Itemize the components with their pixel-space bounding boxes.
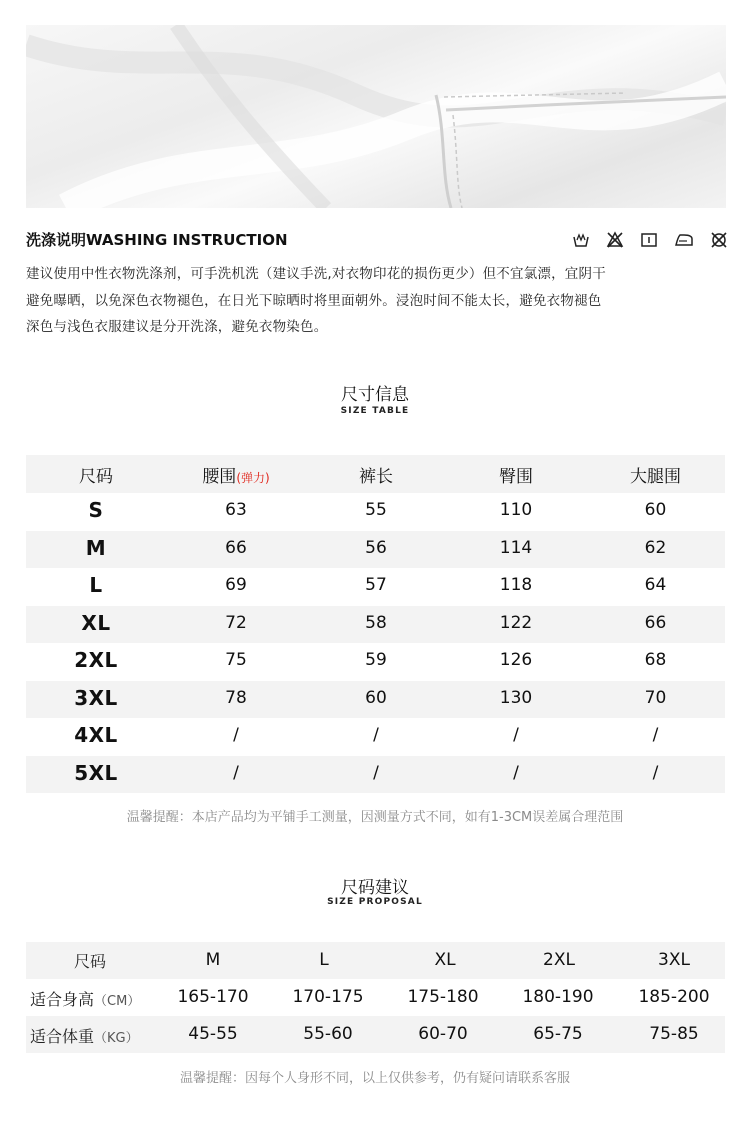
proposal-weight-cell: 55-60	[303, 1024, 353, 1044]
measurement-cell: 64	[644, 575, 667, 595]
proposal-size-cell: L	[319, 950, 329, 970]
measurement-cell: 75	[225, 650, 247, 670]
header-length: 裤长	[359, 467, 393, 487]
size-table-subtitle: SIZE TABLE	[340, 406, 410, 416]
proposal-size-row	[26, 942, 725, 979]
size-table-note: 温馨提醒：本店产品均为平铺手工测量，因测量方式不同，如有1-3CM误差属合理范围	[126, 810, 624, 825]
proposal-size-cell: M	[205, 950, 221, 970]
weight-label-text: 适合体重	[30, 1027, 95, 1046]
measurement-cell: 130	[499, 687, 533, 708]
proposal-size-cell: XL	[434, 950, 456, 970]
header-waist-note: (弹力)	[236, 471, 270, 485]
size-table-row	[26, 756, 725, 794]
size-cell: 5XL	[74, 760, 118, 785]
measurement-cell: 56	[365, 537, 387, 558]
size-table-row	[26, 606, 725, 644]
measurement-cell: 78	[225, 687, 247, 708]
measurement-cell: /	[652, 762, 659, 783]
size-table-row	[26, 643, 725, 681]
measurement-cell: 58	[365, 612, 387, 633]
size-cell: M	[85, 535, 107, 560]
iron-icon	[674, 231, 694, 249]
size-table-row	[26, 493, 725, 531]
measurement-cell: /	[373, 725, 379, 745]
measurement-cell: 110	[499, 500, 533, 520]
no-dry-clean-icon	[710, 231, 728, 249]
product-photo	[26, 25, 726, 208]
tumble-dry-icon	[640, 231, 658, 249]
proposal-weight-cell: 60-70	[418, 1024, 468, 1044]
measurement-cell: /	[513, 725, 519, 745]
measurement-cell: /	[233, 725, 239, 745]
height-label-text: 适合身高	[30, 990, 95, 1009]
washing-text-line-1: 建议使用中性衣物洗涤剂，可手洗机洗（建议手洗,对衣物印花的损伤更少）但不宜氯漂，宜阴干	[26, 266, 606, 282]
measurement-cell: /	[652, 725, 659, 745]
size-proposal-note: 温馨提醒：因每个人身形不同，以上仅供参考，仍有疑问请联系客服	[179, 1071, 570, 1086]
proposal-weight-cell: 45-55	[188, 1024, 238, 1044]
proposal-weight-cell: 75-85	[649, 1024, 699, 1044]
measurement-cell: 63	[225, 500, 247, 520]
proposal-weight-cell: 65-75	[533, 1024, 583, 1044]
size-cell: 2XL	[74, 648, 118, 672]
size-cell: L	[89, 573, 103, 597]
size-table-title: 尺寸信息	[341, 385, 409, 405]
measurement-cell: 72	[225, 612, 247, 633]
size-cell: 4XL	[74, 723, 118, 747]
measurement-cell: 66	[644, 612, 667, 633]
measurement-cell: 114	[499, 537, 533, 558]
size-table-header-row	[26, 455, 725, 493]
proposal-height-cell: 180-190	[522, 987, 594, 1007]
proposal-height-cell: 175-180	[407, 987, 479, 1007]
size-cell: 3XL	[74, 685, 118, 710]
measurement-cell: /	[513, 762, 519, 783]
proposal-size-label: 尺码	[74, 952, 107, 971]
size-table-row	[26, 681, 725, 719]
height-unit: （CM）	[94, 994, 141, 1009]
measurement-cell: 70	[644, 687, 667, 708]
size-proposal-table	[26, 942, 725, 1052]
weight-unit: （KG）	[94, 1031, 139, 1046]
measurement-cell: 57	[365, 575, 387, 595]
proposal-size-cell: 3XL	[658, 950, 690, 970]
proposal-weight-label	[30, 1024, 170, 1047]
size-cell: XL	[81, 610, 111, 635]
measurement-cell: 55	[365, 500, 387, 520]
size-table	[26, 455, 725, 792]
washing-title: 洗涤说明WASHING INSTRUCTION	[26, 231, 288, 249]
washing-icons	[572, 231, 732, 251]
measurement-cell: 60	[365, 687, 387, 708]
measurement-cell: 126	[499, 650, 533, 670]
proposal-height-row	[26, 979, 725, 1016]
proposal-height-cell: 165-170	[177, 987, 249, 1007]
size-cell: S	[88, 498, 104, 522]
measurement-cell: /	[233, 762, 239, 783]
size-table-row	[26, 568, 725, 606]
washing-text-line-3: 深色与浅色衣服建议是分开洗涤，避免衣物染色。	[26, 319, 328, 335]
measurement-cell: 68	[644, 650, 667, 670]
header-thigh: 大腿围	[630, 467, 681, 487]
proposal-size-cell: 2XL	[543, 950, 575, 970]
size-proposal-title: 尺码建议	[341, 878, 409, 898]
measurement-cell: /	[373, 762, 379, 783]
header-waist-label: 腰围	[202, 467, 237, 487]
hand-wash-icon	[572, 231, 590, 249]
size-table-row	[26, 531, 725, 569]
proposal-height-cell: 185-200	[638, 987, 710, 1007]
measurement-cell: 59	[365, 650, 387, 670]
measurement-cell: 69	[225, 575, 247, 595]
measurement-cell: 62	[644, 537, 667, 558]
measurement-cell: 118	[499, 575, 533, 595]
proposal-height-label	[30, 987, 170, 1010]
size-table-row	[26, 718, 725, 756]
header-waist	[166, 462, 306, 487]
proposal-height-cell: 170-175	[292, 987, 364, 1007]
measurement-cell: 66	[225, 537, 247, 558]
header-hip: 臀围	[499, 467, 533, 487]
header-size: 尺码	[79, 467, 113, 487]
no-bleach-icon	[606, 231, 624, 249]
size-proposal-subtitle: SIZE PROPOSAL	[327, 897, 423, 907]
proposal-weight-row	[26, 1016, 725, 1053]
measurement-cell: 60	[644, 500, 667, 520]
measurement-cell: 122	[499, 612, 533, 633]
washing-text-line-2: 避免曝晒，以免深色衣物褪色，在日光下晾晒时将里面朝外。浸泡时间不能太长，避免衣物褪色	[26, 293, 602, 309]
